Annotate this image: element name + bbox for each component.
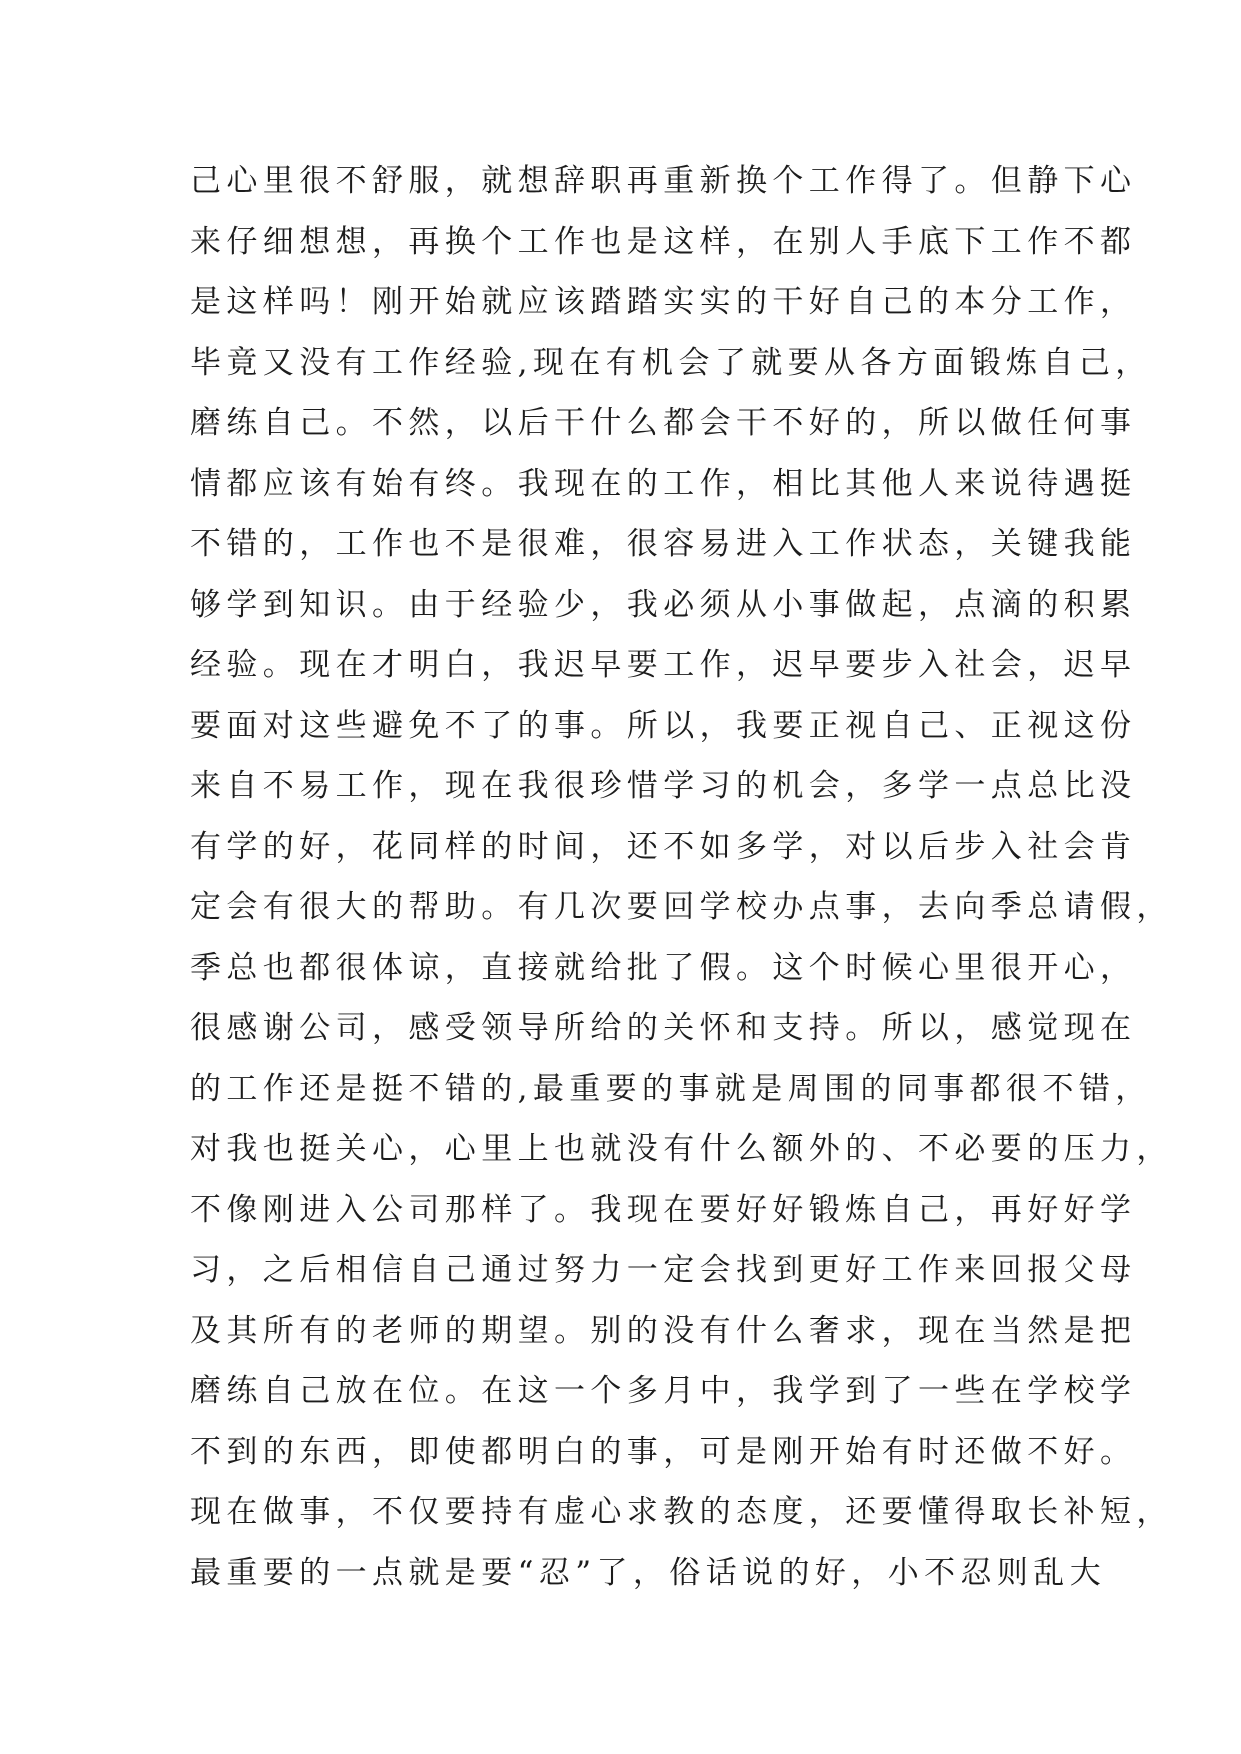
text-line: 够学到知识。由于经验少，我必须从小事做起，点滴的积累	[190, 586, 1137, 623]
text-line: 己心里很不舒服，就想辞职再重新换个工作得了。但静下心	[190, 163, 1137, 199]
text-line: 及其所有的老师的期望。别的没有什么奢求，现在当然是把	[190, 1312, 1137, 1349]
text-line: 不到的东西，即使都明白的事，可是刚开始有时还做不好。	[190, 1433, 1137, 1470]
text-line: 季总也都很体谅，直接就给批了假。这个时候心里很开心，	[190, 949, 1137, 986]
text-line: 习，之后相信自己通过努力一定会找到更好工作来回报父母	[190, 1252, 1137, 1288]
text-line: 磨练自己。不然，以后干什么都会干不好的，所以做任何事	[190, 405, 1137, 441]
text-line: 的工作还是挺不错的,最重要的事就是周围的同事都很不错，	[190, 1070, 1152, 1107]
text-line: 情都应该有始有终。我现在的工作，相比其他人来说待遇挺	[190, 465, 1137, 502]
text-line: 来仔细想想，再换个工作也是这样，在别人手底下工作不都	[190, 223, 1137, 260]
text-line: 不像刚进入公司那样了。我现在要好好锻炼自己，再好好学	[190, 1191, 1137, 1228]
text-line: 很感谢公司，感受领导所给的关怀和支持。所以，感觉现在	[190, 1010, 1137, 1046]
text-line: 要面对这些避免不了的事。所以，我要正视自己、正视这份	[190, 707, 1137, 744]
text-line: 不错的，工作也不是很难，很容易进入工作状态，关键我能	[190, 526, 1137, 562]
text-line: 经验。现在才明白，我迟早要工作，迟早要步入社会，迟早	[190, 647, 1137, 683]
text-line: 现在做事，不仅要持有虚心求教的态度，还要懂得取长补短，	[190, 1494, 1173, 1530]
text-line: 磨练自己放在位。在这一个多月中，我学到了一些在学校学	[190, 1373, 1137, 1409]
text-line: 最重要的一点就是要“忍”了，俗话说的好，小不忍则乱大	[190, 1554, 1107, 1591]
text-line: 对我也挺关心，心里上也就没有什么额外的、不必要的压力，	[190, 1131, 1173, 1167]
text-line: 是这样吗！刚开始就应该踏踏实实的干好自己的本分工作，	[190, 284, 1137, 320]
text-line: 来自不易工作，现在我很珍惜学习的机会，多学一点总比没	[190, 768, 1137, 804]
body-text	[190, 151, 1173, 1603]
text-line: 毕竟又没有工作经验,现在有机会了就要从各方面锻炼自己，	[190, 344, 1152, 381]
text-line: 有学的好，花同样的时间，还不如多学，对以后步入社会肯	[190, 828, 1137, 865]
text-line: 定会有很大的帮助。有几次要回学校办点事，去向季总请假，	[190, 889, 1173, 925]
